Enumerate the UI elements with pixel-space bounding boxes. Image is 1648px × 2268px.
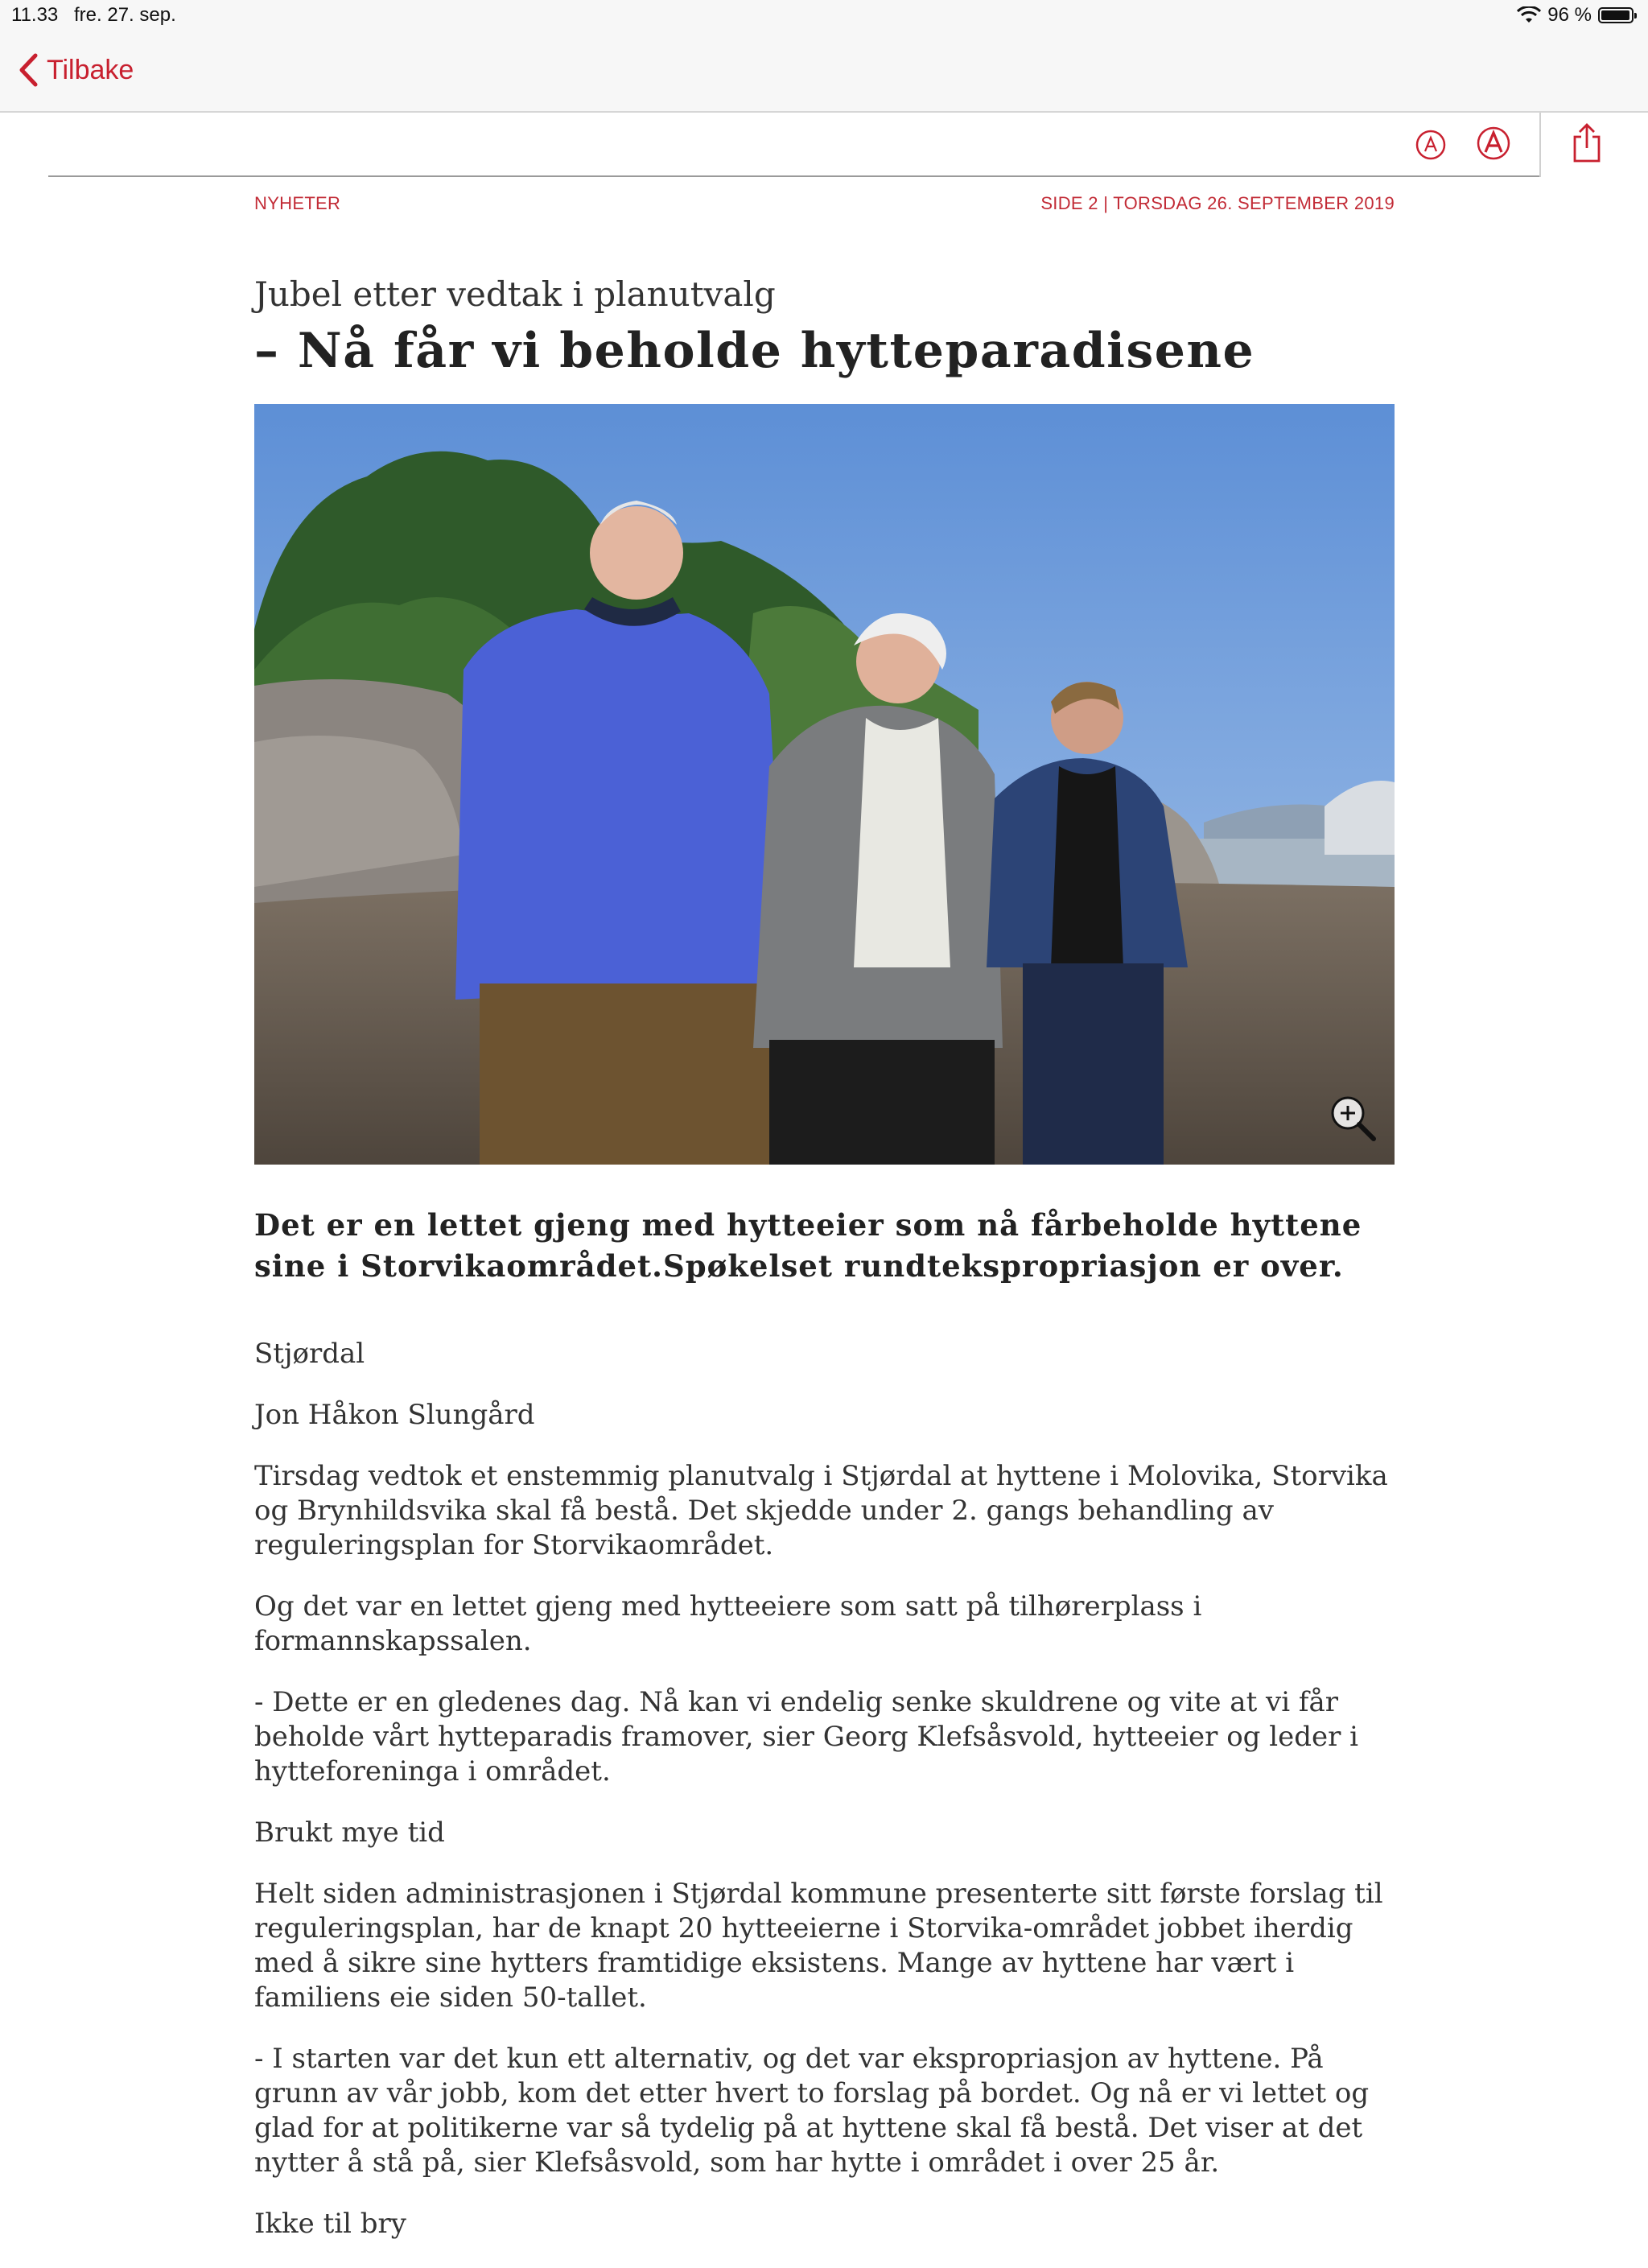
status-indicators bbox=[1517, 4, 1634, 27]
paragraph-byline: Jon Håkon Slungård bbox=[254, 1399, 535, 1431]
paragraph: Tirsdag vedtok et enstemmig planutvalg i Stjørdal at hyttene i Molovika, Storvika og Brynhildsvika skal få bestå. Det skjedde under 2. gangs behandling av reguleringsplan for Storvikaområdet. bbox=[254, 1460, 1388, 1561]
back-label: Tilbake bbox=[47, 54, 134, 85]
page-info: SIDE 2 | TORSDAG 26. SEPTEMBER 2019 bbox=[1040, 193, 1395, 213]
article-lead: Det er en lettet gjeng med hytteeier som nå fårbeholde hyttene sine i Storvikaområdet.Spøkelset rundtekspropriasjon er over. bbox=[254, 1207, 1362, 1284]
zoom-in-icon bbox=[1327, 1092, 1378, 1144]
article bbox=[254, 177, 1395, 2268]
photo-scene bbox=[254, 404, 1395, 1165]
chevron-left-icon bbox=[18, 52, 39, 88]
article-photo[interactable] bbox=[254, 404, 1395, 1165]
section-label: NYHETER bbox=[254, 193, 341, 213]
status-time: 11.33 bbox=[11, 4, 59, 26]
subheading: Ikke til bry bbox=[254, 2208, 407, 2240]
font-size-increase-button[interactable] bbox=[1476, 126, 1511, 164]
battery-percent: 96 % bbox=[1547, 4, 1592, 26]
font-size-decrease-button[interactable] bbox=[1415, 129, 1447, 164]
paragraph: - Dette er en gledenes dag. Nå kan vi endelig senke skuldrene og vite at vi får beholde vårt hytteparadis framover, sier Georg Klefsåsvold, hytteeier og leder i hytteforeninga i området. bbox=[254, 1686, 1359, 1788]
battery-fill bbox=[1601, 10, 1629, 20]
paragraph-location: Stjørdal bbox=[254, 1338, 365, 1370]
reader-toolbar bbox=[0, 113, 1648, 177]
text-size-large-icon bbox=[1476, 126, 1511, 161]
battery-icon bbox=[1598, 7, 1634, 23]
article-body bbox=[254, 1337, 1395, 2241]
subheading: Brukt mye tid bbox=[254, 1816, 445, 1849]
article-kicker: Jubel etter vedtak i planutvalg bbox=[254, 274, 776, 314]
share-icon bbox=[1571, 122, 1603, 164]
article-headline: – Nå får vi beholde hytteparadisene bbox=[254, 323, 1255, 379]
wifi-icon bbox=[1517, 6, 1541, 24]
paragraph: Helt siden administrasjonen i Stjørdal kommune presenterte sitt første forslag til reguleringsplan, har de knapt 20 hytteeierne i Storvika-området jobbet iherdig med å sikre sine hytters framtidige eksistens. Mange av hyttene har vært i familiens eie siden 50-tallet. bbox=[254, 1878, 1383, 2014]
back-button[interactable] bbox=[18, 50, 134, 90]
status-bar bbox=[0, 0, 1648, 32]
article-meta bbox=[254, 177, 1395, 225]
toolbar-divider bbox=[1539, 113, 1541, 177]
status-date: fre. 27. sep. bbox=[74, 4, 176, 26]
share-button[interactable] bbox=[1571, 122, 1603, 167]
paragraph: - I starten var det kun ett alternativ, og det var ekspropriasjon av hyttene. På grunn av vår jobb, kom det etter hvert to forslag på bordet. Og nå er vi lettet og glad for at politikerne var så tydelig på at hyttene skal få bestå. Det viser at det nytter å stå på, sier Klefsåsvold, som har hytte i området i over 25 år. bbox=[254, 2043, 1370, 2179]
text-size-small-icon bbox=[1415, 129, 1447, 161]
paragraph: Og det var en lettet gjeng med hytteeiere som satt på tilhørerplass i formannskapssalen. bbox=[254, 1590, 1202, 1657]
zoom-photo-button[interactable] bbox=[1327, 1092, 1378, 1147]
navigation-bar bbox=[0, 32, 1648, 113]
